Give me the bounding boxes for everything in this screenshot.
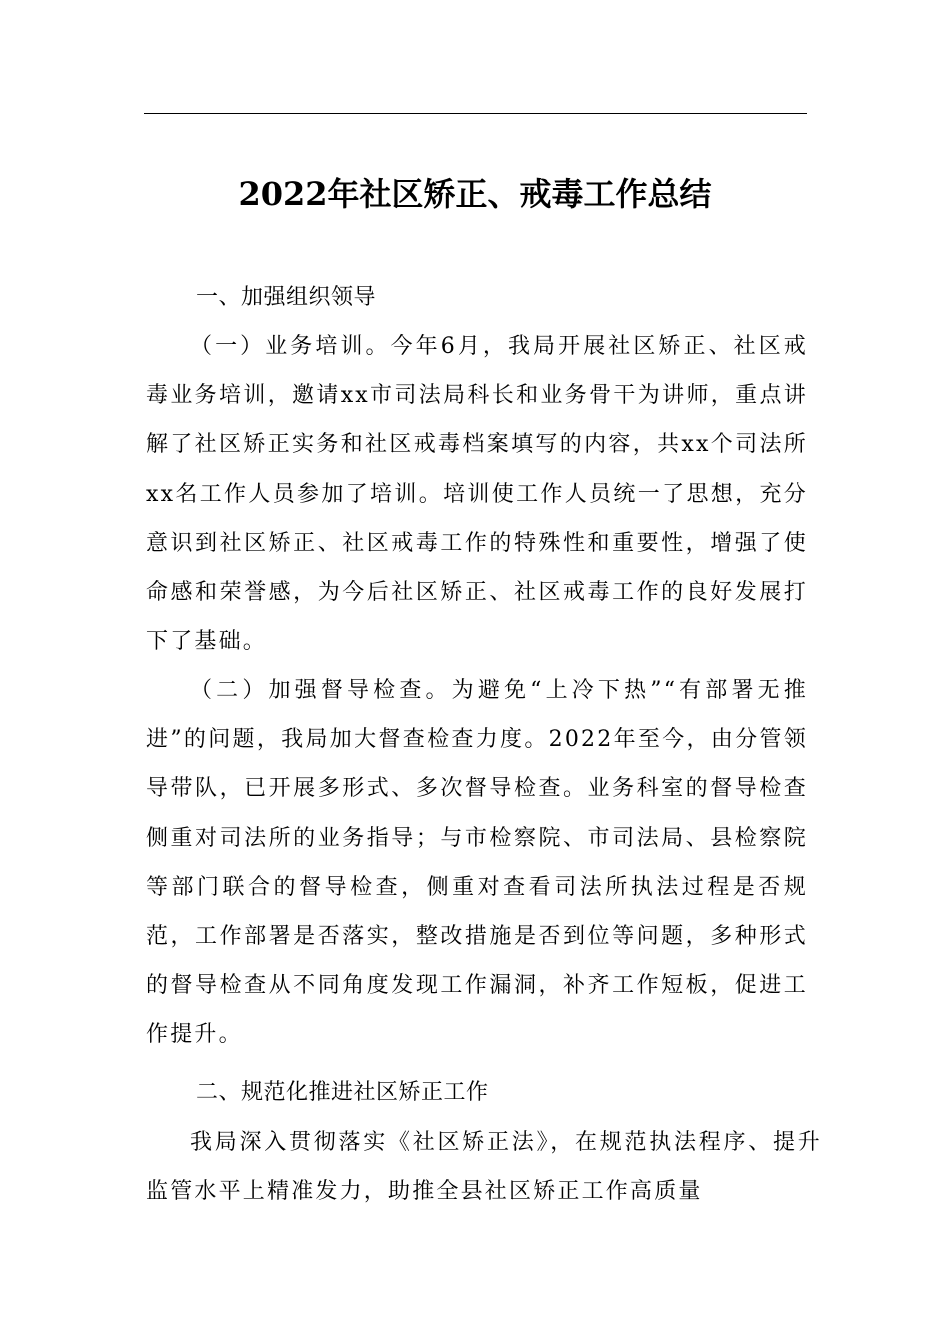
document-title: 2022年社区矫正、戒毒工作总结 [238, 175, 712, 213]
paragraph-supervision-inspection: （二）加强督导检查。为避免“上冷下热”“有部署无推进”的问题，我局加大督查检查力度。2022年至今，由分管领导带队，已开展多形式、多次督导检查。业务科室的督导检查侧重对司法所的业务指导；与市检察院、市司法局、县检察院等部门联合的督导检查，侧重对查看司法所执法过程是否规范，工作部署是否落实，整改措施是否到位等问题，多种形式的督导检查从不同角度发现工作漏洞，补齐工作短板，促进工作提升。 [146, 678, 808, 1048]
section-heading-1: 一、加强组织领导 [196, 285, 377, 310]
section-heading-2: 二、规范化推进社区矫正工作 [196, 1080, 489, 1105]
header-rule [144, 113, 807, 114]
paragraph-business-training: （一）业务培训。今年6月，我局开展社区矫正、社区戒毒业务培训，邀请xx市司法局科长和业务骨干为讲师，重点讲解了社区矫正实务和社区戒毒档案填写的内容，共xx个司法所xx名工作人员参加了培训。培训使工作人员统一了思想，充分意识到社区矫正、社区戒毒工作的特殊性和重要性，增强了使命感和荣誉感，为今后社区矫正、社区戒毒工作的良好发展打下了基础。 [146, 334, 808, 655]
paragraph-community-correction: 我局深入贯彻落实《社区矫正法》，在规范执法程序、提升监管水平上精准发力，助推全县社区矫正工作高质量 [146, 1130, 822, 1205]
